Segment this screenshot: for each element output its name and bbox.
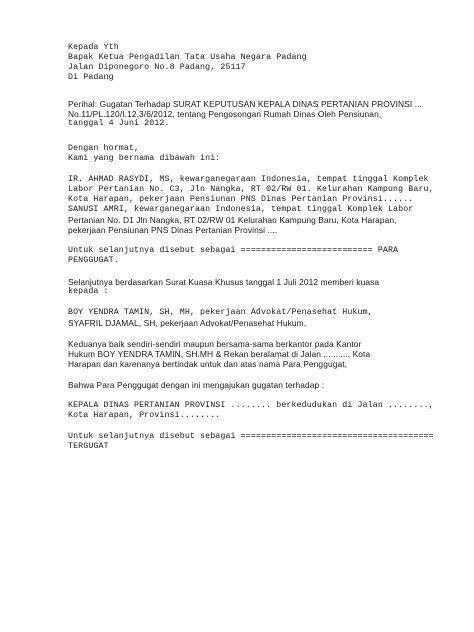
subject-line: tanggal 4 Juni 2012. <box>68 119 170 128</box>
attorney-line: SYAFRIL DJAMAL, SH, pekerjaan Advokat/Penasehat Hukum, <box>68 318 307 328</box>
subject-line: No.11/PL.120/I.12.3/6/2012, tentang Pengosongan Rumah Dinas Oleh Pensiunan, <box>68 109 382 119</box>
greeting-line: Dengan hormat, <box>68 144 140 153</box>
recipient-line: Kepada Yth <box>68 43 119 52</box>
power-of-attorney-line: kepada : <box>68 287 109 296</box>
plaintiff-designation-line: Untuk selanjutnya disebut sebagai ========================== PARA <box>68 246 399 255</box>
plaintiff-line: pekerjaan Pensiunan PNS Dinas Pertanian Provinsi .... <box>68 225 278 235</box>
office-line: Hukum BOY YENDRA TAMIN, SH.MH & Rekan beralamat di Jalan .........., Kota <box>68 349 371 359</box>
greeting-line: Kami yang bernama dibawah ini: <box>68 154 221 163</box>
plaintiff-line: SANUSI AMRI, kewarganegaraan Indonesia, tempat tinggal Komplek Labor <box>68 205 414 214</box>
recipient-line: Bapak Ketua Pengadilan Tata Usaha Negara Padang <box>68 53 307 62</box>
plaintiff-line: Pertanian No. D1 Jln Nangka, RT 02/RW 01 Kelurahan Kampung Baru, Kota Harapan, <box>68 215 397 225</box>
defendant-line: KEPALA DINAS PERTANIAN PROVINSI ........ berkedudukan di Jalan ........, <box>68 401 434 410</box>
office-line: Harapan dan karenanya bertindak untuk dan atas nama Para Penggugat, <box>68 359 348 369</box>
attorney-line: BOY YENDRA TAMIN, SH, MH, pekerjaan Advokat/Penasehat Hukum, <box>68 308 373 317</box>
claim-intro-line: Bahwa Para Penggugat dengan ini mengajukan gugatan terhadap : <box>68 380 325 390</box>
plaintiff-designation-line: PENGGUGAT. <box>68 256 119 265</box>
defendant-line: Kota Harapan, Provinsi........ <box>68 411 221 420</box>
subject-line: Perihal: Gugatan Terhadap SURAT KEPUTUSAN KEPALA DINAS PERTANIAN PROVINSI ... <box>68 99 422 109</box>
office-line: Keduanya baik sendiri-sendiri maupun bersama-sama berkantor pada Kantor <box>68 339 362 349</box>
recipient-line: Di Padang <box>68 73 114 82</box>
recipient-line: Jalan Diponegoro No.8 Padang, 25117 <box>68 63 246 72</box>
power-of-attorney-line: Selanjutnya berdasarkan Surat Kuasa Khusus tanggal 1 Juli 2012 memberi kuasa <box>68 277 380 287</box>
defendant-designation-line: TERGUGAT <box>68 442 109 451</box>
plaintiff-line: IR. AHMAD RASYDI, MS, kewarganegaraan Indonesia, tempat tinggal Komplek <box>68 175 429 184</box>
defendant-designation-line: Untuk selanjutnya disebut sebagai ====================================== <box>68 432 434 441</box>
plaintiff-line: Kota Harapan, pekerjaan Pensiunan PNS Dinas Pertanian Provinsi...... <box>68 195 414 204</box>
plaintiff-line: Labor Pertanian No. C3, Jln Nangka, RT 02/RW 01. Kelurahan Kampung Baru, <box>68 185 434 194</box>
